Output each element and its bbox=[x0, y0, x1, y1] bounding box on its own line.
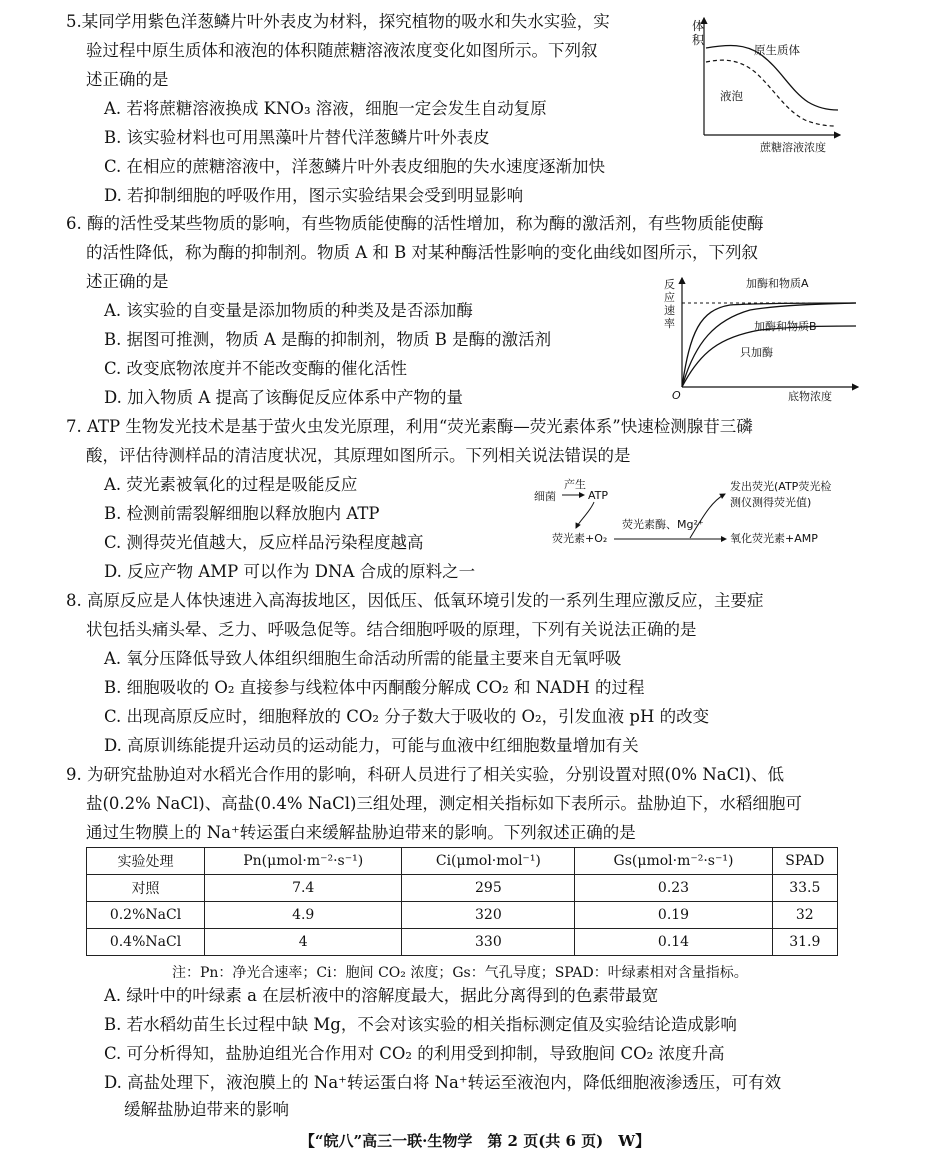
q7-product: 氧化荧光素+AMP bbox=[730, 532, 818, 545]
q6-curve-enzyme bbox=[682, 303, 856, 387]
q7-produce: 产生 bbox=[564, 478, 586, 491]
q8-option-a: A. 氧分压降低导致人体组织细胞生命活动所需的能量主要来自无氧呼吸 bbox=[104, 649, 622, 668]
q7-arrow-atp bbox=[576, 502, 594, 528]
q7-bacteria: 细菌 bbox=[534, 490, 556, 503]
q6-stem-1: 6. 酶的活性受某些物质的影响，有些物质能使酶的活性增加，称为酶的激活剂，有些物质能使酶 bbox=[66, 214, 764, 233]
table-header: SPAD bbox=[772, 848, 837, 875]
q5-stem-2: 验过程中原生质体和液泡的体积随蔗糖溶液浓度变化如图所示。下列叙 bbox=[86, 41, 598, 60]
table-row bbox=[87, 875, 838, 902]
q7-enzyme: 荧光素酶、Mg²⁺ bbox=[622, 518, 704, 531]
table-cell: 32 bbox=[772, 902, 837, 929]
q5-volume-figure bbox=[690, 10, 850, 160]
table-header: Pn(μmol·m⁻²·s⁻¹) bbox=[205, 848, 402, 875]
q9-option-d-cont: 缓解盐胁迫带来的影响 bbox=[124, 1100, 289, 1119]
table-row bbox=[87, 902, 838, 929]
q9-stem-2: 盐(0.2% NaCl)、高盐(0.4% NaCl)三组处理，测定相关指标如下表所示。盐胁迫下，水稻细胞可 bbox=[86, 794, 802, 813]
q7-arrow-emit bbox=[690, 494, 725, 538]
q6-stem-3: 述正确的是 bbox=[86, 272, 169, 291]
table-header: Gs(μmol·m⁻²·s⁻¹) bbox=[575, 848, 772, 875]
q9-data-table bbox=[86, 847, 838, 956]
table-cell: 4.9 bbox=[205, 902, 402, 929]
q5-option-b: B. 该实验材料也可用黑藻叶片替代洋葱鳞片叶外表皮 bbox=[104, 128, 490, 147]
table-header: Ci(μmol·mol⁻¹) bbox=[402, 848, 575, 875]
q8-stem-2: 状包括头痛头晕、乏力、呼吸急促等。结合细胞呼吸的原理，下列有关说法正确的是 bbox=[86, 620, 697, 639]
q7-option-d: D. 反应产物 AMP 可以作为 DNA 合成的原料之一 bbox=[104, 562, 476, 581]
q6-y-label-4: 率 bbox=[664, 317, 675, 330]
table-cell: 330 bbox=[402, 929, 575, 956]
q9-stem-3: 通过生物膜上的 Na⁺转运蛋白来缓解盐胁迫带来的影响。下列叙述正确的是 bbox=[86, 823, 636, 842]
table-row bbox=[87, 929, 838, 956]
q7-stem-2: 酸，评估待测样品的清洁度状况，其原理如图所示。下列相关说法错误的是 bbox=[86, 446, 631, 465]
table-cell: 0.23 bbox=[575, 875, 772, 902]
table-cell: 0.19 bbox=[575, 902, 772, 929]
table-cell: 0.14 bbox=[575, 929, 772, 956]
q8-option-b: B. 细胞吸收的 O₂ 直接参与线粒体中丙酮酸分解成 CO₂ 和 NADH 的过程 bbox=[104, 678, 645, 697]
q6-stem-2: 的活性降低，称为酶的抑制剂。物质 A 和 B 对某种酶活性影响的变化曲线如图所示，下列叙 bbox=[86, 243, 759, 262]
table-cell: 33.5 bbox=[772, 875, 837, 902]
q9-option-a: A. 绿叶中的叶绿素 a 在层析液中的溶解度最大，据此分离得到的色素带最宽 bbox=[104, 986, 659, 1005]
q6-x-label: 底物浓度 bbox=[788, 390, 832, 403]
q8-option-c: C. 出现高原反应时，细胞释放的 CO₂ 分子数大于吸收的 O₂，引发血液 pH 的改变 bbox=[104, 707, 710, 726]
q5-x-label: 蔗糖溶液浓度 bbox=[760, 141, 826, 154]
table-cell: 对照 bbox=[87, 875, 205, 902]
q5-curve-2-label: 液泡 bbox=[720, 89, 743, 103]
q9-option-c: C. 可分析得知，盐胁迫组光合作用对 CO₂ 的利用受到抑制，导致胞间 CO₂ 浓度升高 bbox=[104, 1044, 725, 1063]
table-cell: 7.4 bbox=[205, 875, 402, 902]
q7-reactant: 荧光素+O₂ bbox=[552, 532, 608, 545]
table-cell: 0.4%NaCl bbox=[87, 929, 205, 956]
q5-stem-3: 述正确的是 bbox=[86, 70, 169, 89]
q9-option-d: D. 高盐处理下，液泡膜上的 Na⁺转运蛋白将 Na⁺转运至液泡内，降低细胞液渗透压，可有效 bbox=[104, 1073, 782, 1092]
q6-option-a: A. 该实验的自变量是添加物质的种类及是否添加酶 bbox=[104, 301, 473, 320]
q7-atp-figure bbox=[530, 472, 870, 552]
table-header-row bbox=[87, 848, 838, 875]
q8-stem-1: 8. 高原反应是人体快速进入高海拔地区，因低压、低氧环境引发的一系列生理应激反应，主要症 bbox=[66, 591, 764, 610]
q6-origin: O bbox=[672, 389, 681, 402]
q6-curve-a-label: 加酶和物质A bbox=[746, 277, 809, 290]
table-header: 实验处理 bbox=[87, 848, 205, 875]
q6-curve-b-label: 加酶和物质B bbox=[754, 320, 817, 333]
q5-option-c: C. 在相应的蔗糖溶液中，洋葱鳞片叶外表皮细胞的失水速度逐渐加快 bbox=[104, 157, 606, 176]
q6-y-label-3: 速 bbox=[664, 304, 675, 317]
q7-option-a: A. 荧光素被氧化的过程是吸能反应 bbox=[104, 475, 358, 494]
table-cell: 295 bbox=[402, 875, 575, 902]
q5-stem-1: 5.某同学用紫色洋葱鳞片叶外表皮为材料，探究植物的吸水和失水实验，实 bbox=[66, 12, 610, 31]
q7-stem-1: 7. ATP 生物发光技术是基于萤火虫发光原理，利用“荧光素酶—荧光素体系”快速检测腺苷三磷 bbox=[66, 417, 753, 436]
q6-option-b: B. 据图可推测，物质 A 是酶的抑制剂，物质 B 是酶的激活剂 bbox=[104, 330, 552, 349]
q9-stem-1: 9. 为研究盐胁迫对水稻光合作用的影响，科研人员进行了相关实验，分别设置对照(0% NaCl)、低 bbox=[66, 765, 784, 784]
q6-curve-a bbox=[682, 303, 856, 387]
q5-option-a: A. 若将蔗糖溶液换成 KNO₃ 溶液，细胞一定会发生自动复原 bbox=[104, 99, 547, 118]
q7-emit-1: 发出荧光(ATP荧光检 bbox=[730, 480, 832, 493]
q5-y-label-1: 体 bbox=[692, 19, 705, 33]
q5-curve-1-label: 原生质体 bbox=[754, 43, 800, 57]
q7-option-c: C. 测得荧光值越大，反应样品污染程度越高 bbox=[104, 533, 424, 552]
q8-option-d: D. 高原训练能提升运动员的运动能力，可能与血液中红细胞数量增加有关 bbox=[104, 736, 639, 755]
q6-option-d: D. 加入物质 A 提高了该酶促反应体系中产物的量 bbox=[104, 388, 464, 407]
q6-rate-figure bbox=[660, 272, 860, 404]
q7-atp: ATP bbox=[588, 489, 609, 502]
page-footer: 【“皖八”高三一联·生物学 第 2 页(共 6 页) W】 bbox=[299, 1132, 651, 1150]
table-cell: 0.2%NaCl bbox=[87, 902, 205, 929]
q6-option-c: C. 改变底物浓度并不能改变酶的催化活性 bbox=[104, 359, 408, 378]
table-cell: 4 bbox=[205, 929, 402, 956]
q7-option-b: B. 检测前需裂解细胞以释放胞内 ATP bbox=[104, 504, 380, 523]
q5-option-d: D. 若抑制细胞的呼吸作用，图示实验结果会受到明显影响 bbox=[104, 186, 524, 205]
table-cell: 31.9 bbox=[772, 929, 837, 956]
q6-y-label-2: 应 bbox=[664, 291, 675, 304]
q7-emit-2: 测仪测得荧光值) bbox=[730, 496, 812, 509]
q5-y-label-2: 积 bbox=[692, 33, 705, 47]
q9-table-note: 注：Pn：净光合速率；Ci：胞间 CO₂ 浓度；Gs：气孔导度；SPAD：叶绿素相对含量指标。 bbox=[172, 965, 748, 981]
q6-y-label-1: 反 bbox=[664, 278, 675, 291]
table-cell: 320 bbox=[402, 902, 575, 929]
q9-option-b: B. 若水稻幼苗生长过程中缺 Mg，不会对该实验的相关指标测定值及实验结论造成影响 bbox=[104, 1015, 737, 1034]
q6-curve-e-label: 只加酶 bbox=[740, 346, 773, 359]
